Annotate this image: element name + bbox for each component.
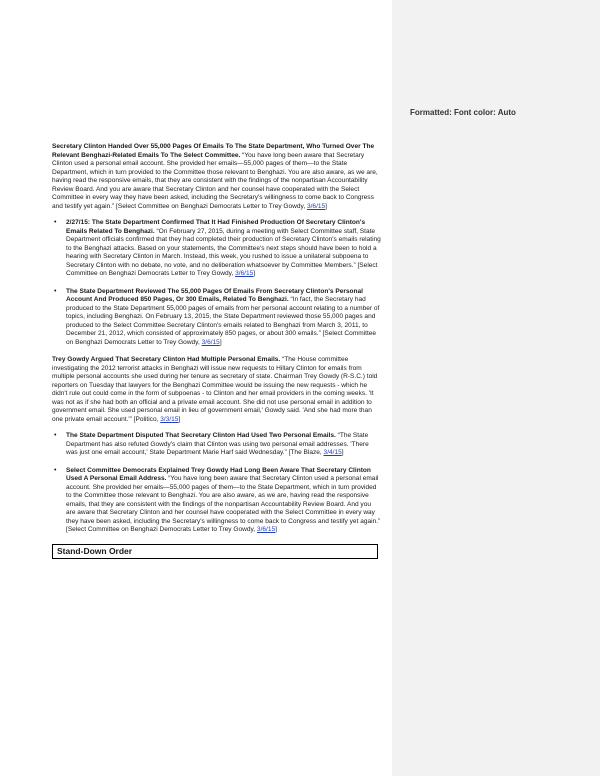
source-link[interactable]: 3/6/15: [201, 338, 220, 346]
bullet-text: “In fact, the Secretary had produced to the State Department 55,000 pages of emails from her personal account relating to a number of topics, including Benghazi. On February 13, 2015, the State Department reviewed those 55,000 pages and produced to the Select Committee Secretary Clinton's emails related to Benghazi from March 3, 2011, to December 21, 2012, which consisted of approximately 850 pages, or about 300 emails.” [Select Committee on Benghazi Democrats Letter to Trey Gowdy,: [66, 296, 380, 346]
source-link[interactable]: 3/4/15: [323, 449, 342, 456]
bullet-text: “The State Department has also refuted Gowdy's claim that Clinton was using two personal email addresses. 'There was just one email account,' State Department Marie Harf said Wednesday.” [The Blaze,: [66, 432, 369, 456]
source-link[interactable]: 3/6/15: [306, 202, 326, 210]
paragraph-heading: Trey Gowdy Argued That Secretary Clinton Had Multiple Personal Emails.: [52, 356, 281, 363]
source-link[interactable]: 3/6/15: [235, 270, 254, 277]
bullet-heading: Select Committee Democrats Explained Trey Gowdy Had Long Been Aware That Secretary Clinton Used A Personal Email Address.: [66, 466, 371, 482]
bullet-item: • The State Department Reviewed The 55,000 Pages Of Emails From Secretary Clinton's Personal Account And Produced 850 Pages, Or 300 Emails, Related To Benghazi. “In fact, the Secretary had produced to the State Department 55,000 pages of emails from her personal account relating to a number of topics, including Benghazi. On February 13, 2015, the State Department reviewed those 55,000 pages and produced to the Select Committee Secretary Clinton's emails related to Benghazi from March 3, 2011, to December 21, 2012, which consisted of approximately 850 pages, or about 300 emails.” [Select Committee on Benghazi Democrats Letter to Trey Gowdy, 3/6/15]: [54, 287, 380, 346]
bullet-icon: •: [54, 432, 57, 439]
paragraph-text: “You have long been aware that Secretary Clinton used a personal email account. She provided her emails—55,000 pages of them—to the State Department, which in turn provided to the Committee those relevant to Benghazi. You are also aware, as we are, having read the responsive emails, that they are consistent with the findings of the nonpartisan Accountability Review Board. And you are aware that Secretary Clinton and her counsel have cooperated with the Select Committee in every way they have been asked, including the Secretary's willingness to come back to Congress and testify yet again.” [Select Committee on Benghazi Democrats Letter to Trey Gowdy,: [52, 151, 378, 210]
paragraph-clinton-handed-over: Secretary Clinton Handed Over 55,000 Pages Of Emails To The State Department, Who Turned Over The Relevant Benghazi-Related Emails To The Select Committee. “You have long been aware that Secretary Clinton used a personal email account. She provided her emails—55,000 pages of them—to the State Department, which in turn provided to the Committee those relevant to Benghazi. You are also aware, as we are, having read the responsive emails, that they are consistent with the findings of the nonpartisan Accountability Review Board. And you are aware that Secretary Clinton and her counsel have cooperated with the Select Committee in every way they have been asked, including the Secretary's willingness to come back to Congress and testify yet again.” [Select Committee on Benghazi Democrats Letter to Trey Gowdy, 3/6/15]: [52, 143, 378, 210]
bullet-heading: 2/27/15: The State Department Confirmed That It Had Finished Production Of Secretary Clinton's Emails Related To Benghazi.: [66, 219, 366, 235]
bullet-icon: •: [54, 466, 57, 474]
bullet-list: [52, 219, 382, 347]
source-link[interactable]: 3/6/15: [256, 526, 276, 533]
paragraph-heading: Secretary Clinton Handed Over 55,000 Pages Of Emails To The State Department, Who Turned Over The Relevant Benghazi-Related Emails To The Select Committee.: [52, 143, 375, 159]
bullet-heading: The State Department Disputed That Secretary Clinton Had Used Two Personal Emails.: [66, 432, 336, 439]
document-body: [52, 143, 382, 559]
bullet-item: • The State Department Disputed That Secretary Clinton Had Used Two Personal Emails. “The State Department has also refuted Gowdy's claim that Clinton was using two personal email addresses. 'There was just one email account,' State Department Marie Harf said Wednesday.” [The Blaze, 3/4/15]: [54, 432, 369, 456]
bullet-item: • Select Committee Democrats Explained Trey Gowdy Had Long Been Aware That Secretary Clinton Used A Personal Email Address. “You have long been aware that Secretary Clinton used a personal email account. She provided her emails—55,000 pages of them—to the State Department, which in turn provided to the Committee those relevant to Benghazi. You are also aware, as we are, having read the responsive emails, that they are consistent with the findings of the nonpartisan Accountability Review Board. And you are aware that Secretary Clinton and her counsel have cooperated with the Select Committee in every way they have been asked, including the Secretary's willingness to come back to Congress and testify yet again.” [Select Committee on Benghazi Democrats Letter to Trey Gowdy, 3/6/15]: [54, 466, 381, 533]
bullet-text: “You have long been aware that Secretary Clinton used a personal email account. She provided her emails—55,000 pages of them—to the State Department, which in turn provided to the Committee those relevant to Benghazi. You are also aware, as we are, having read the responsive emails, that they are consistent with the findings of the nonpartisan Accountability Review Board. And you are aware that Secretary Clinton and her counsel have cooperated with the Select Committee in every way they have been asked, including the Secretary's willingness to come back to Congress and testify yet again.” [Select Committee on Benghazi Democrats Letter to Trey Gowdy,: [66, 475, 381, 533]
bullet-icon: •: [54, 287, 57, 295]
paragraph-text: “The House committee investigating the 2012 terrorist attacks in Benghazi will issue new requests to Hillary Clinton for emails from multiple personal accounts she used during her tenure as secretary of state. Chairman Trey Gowdy (R-S.C.) told reporters on Tuesday that lawyers for the Benghazi Committee would be issuing the new requests - which he didn't rule out could come in the form of subpoenas - to Clinton and her email providers in the coming weeks. 'It was not as if she had both an official and a private email account. She did not use personal email in addition to government email. She used personal email in lieu of government email,' Gowdy said. 'And she had more than one private email account.'” [Politico,: [52, 356, 378, 423]
bullet-item: • 2/27/15: The State Department Confirmed That It Had Finished Production Of Secretary Clinton's Emails Related To Benghazi. “On February 27, 2015, during a meeting with Select Committee staff, State Department officials confirmed that they had completed their production of Secretary Clinton's emails relating to the Benghazi attacks. Based on your statements, the Committee's next steps should have been to hold a hearing with Secretary Clinton in March. Instead, this week, you rushed to issue a unilateral subpoena to Secretary Clinton with no debate, no vote, and no deliberation whatsoever by Committee Members.” [Select Committee on Benghazi Democrats Letter to Trey Gowdy, 3/6/15]: [54, 219, 381, 277]
source-link[interactable]: 3/3/15: [160, 415, 179, 423]
bullet-heading: The State Department Reviewed The 55,000 Pages Of Emails From Secretary Clinton's Personal Account And Produced 850 Pages, Or 300 Emails, Related To Benghazi.: [66, 287, 364, 303]
comment-pane-title: Formatted: Font color: Auto: [410, 108, 516, 117]
bullet-text: “On February 27, 2015, during a meeting with Select Committee staff, State Department officials confirmed that they had completed their production of Secretary Clinton's emails relating to the Benghazi attacks. Based on your statements, the Committee's next steps should have been to hold a hearing with Secretary Clinton in March. Instead, this week, you rushed to issue a unilateral subpoena to Secretary Clinton with no debate, no vote, and no deliberation whatsoever by Committee Members.” [Select Committee on Benghazi Democrats Letter to Trey Gowdy,: [66, 227, 381, 277]
section-heading-stand-down-order: Stand-Down Order: [52, 544, 378, 559]
bullet-icon: •: [54, 219, 57, 226]
paragraph-gowdy-argued: Trey Gowdy Argued That Secretary Clinton Had Multiple Personal Emails. “The House committee investigating the 2012 terrorist attacks in Benghazi will issue new requests to Hillary Clinton for emails from multiple personal accounts she used during her tenure as secretary of state. Chairman Trey Gowdy (R-S.C.) told reporters on Tuesday that lawyers for the Benghazi Committee would be issuing the new requests - which he didn't rule out could come in the form of subpoenas - to Clinton and her email providers in the coming weeks. 'It was not as if she had both an official and a private email account. She did not use personal email in addition to government email. She used personal email in lieu of government email,' Gowdy said. 'And she had more than one private email account.'” [Politico, 3/3/15]: [52, 356, 378, 423]
bullet-list: [52, 432, 382, 535]
